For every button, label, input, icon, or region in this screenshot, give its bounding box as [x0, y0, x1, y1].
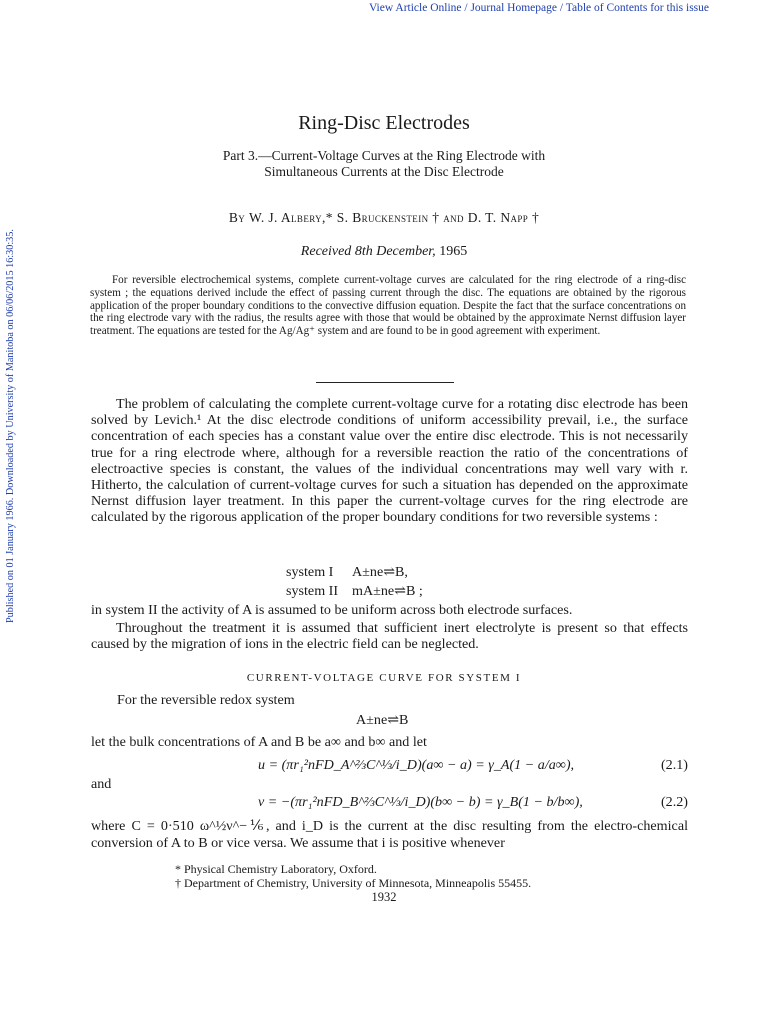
author-napp: D. T. Napp † [467, 210, 540, 225]
body-paragraph-1: The problem of calculating the complete current-voltage curve for a rotating disc electrode has been solved by Levich.¹ At the disc electrode conditions of uniform accessibility prevail, i.e., the surface concentration of each species has a constant value over the entire disc electrode. This is not necessarily true for a ring electrode where, although for a reversible reaction the ratio of the concentrations of electroactive species is constant, the values of the individual concentrations may well vary with r. Hitherto, the calculation of current-voltage curves for such a situation has depended on the approximate Nernst diffusion layer treatment. In this paper the current-voltage curves for the ring electrode are calculated by the rigorous application of the proper boundary conditions for two reversible systems : [91, 396, 688, 526]
abstract: For reversible electrochemical systems, complete current-voltage curves are calculated for the ring electrode of a ring-disc system ; the equations derived include the effect of passing current through the disc. The equations are obtained by the rigorous application of the proper boundary conditions to the convective diffusion equation. Despite the fact that the surface concentrations on the ring electrode vary with the radius, the results agree with those that would be obtained by the approximate Nernst diffusion layer treatment. The equations are tested for the Ag/Ag⁺ system and are found to be in good agreement with experiment. [90, 274, 686, 338]
bulk-concentration-line: let the bulk concentrations of A and B be a∞ and b∞ and let [91, 734, 427, 750]
section-heading: CURRENT-VOLTAGE CURVE FOR SYSTEM I [246, 672, 522, 684]
by-word: By [228, 210, 246, 225]
and-word: and [443, 210, 464, 225]
author-line [0, 210, 768, 226]
table-of-contents-link[interactable]: Table of Contents for this issue [565, 2, 709, 14]
subtitle-line-2: Simultaneous Currents at the Disc Electrode [264, 164, 504, 179]
received-year: 1965 [439, 244, 468, 259]
journal-homepage-link[interactable]: Journal Homepage [470, 2, 557, 14]
equation-2-1-number: (2.1) [660, 757, 688, 773]
page-number: 1932 [371, 890, 397, 904]
system-2-row [286, 582, 423, 601]
received-day: 8th December, [354, 244, 436, 259]
redox-reaction: A±ne⇌B [356, 712, 409, 728]
systems-block [286, 563, 423, 601]
section-intro: For the reversible redox system [117, 692, 295, 708]
publication-stamp-text: Published on 01 January 1966. Downloaded by University of Manitoba on 06/06/2015 16:30:35. [5, 229, 16, 623]
link-separator: / [461, 2, 471, 14]
equation-2-1: u = (πr₁²nFD_A^⅔C^⅓/i_D)(a∞ − a) = γ_A(1 − a/a∞), [258, 757, 575, 773]
view-article-online-link[interactable]: View Article Online [368, 2, 462, 14]
and-connector: and [91, 776, 112, 792]
body-paragraph-3: Throughout the treatment it is assumed that sufficient inert electrolyte is present so that effects caused by the migration of ions in the electric field can be neglected. [91, 620, 688, 653]
paper-title: Ring-Disc Electrodes [298, 112, 470, 134]
paper-subtitle [0, 148, 768, 180]
footnote-minnesota: † Department of Chemistry, University of Minnesota, Minneapolis 55455. [175, 876, 532, 890]
system-1-reaction: A±ne⇌B, [352, 564, 408, 580]
equation-2-2: v = −(πr₁²nFD_B^⅔C^⅓/i_D)(b∞ − b) = γ_B(1 − b/b∞), [258, 794, 583, 810]
received-date [0, 244, 768, 260]
body-paragraph-2: in system II the activity of A is assumed to be uniform across both electrode surfaces. [91, 602, 573, 618]
system-2-name: system II [286, 583, 339, 599]
link-separator: / [557, 2, 566, 14]
equation-2-2-number: (2.2) [660, 794, 688, 810]
author-albery: W. J. Albery,* [248, 210, 333, 225]
where-paragraph: where C = 0·510 ω^½ν^−⅙, and i_D is the current at the disc resulting from the electro-chemical conversion of A to B or vice versa. We assume that i is positive whenever [91, 818, 688, 851]
system-1-row [286, 563, 423, 582]
system-2-reaction: mA±ne⇌B ; [352, 583, 423, 599]
subtitle-line-1: Part 3.—Current-Voltage Curves at the Ring Electrode with [222, 148, 546, 163]
author-bruckenstein: S. Bruckenstein † [336, 210, 440, 225]
header-links [369, 2, 709, 14]
section-divider [316, 382, 454, 383]
received-label: Received [300, 244, 352, 259]
system-1-name: system I [286, 564, 334, 580]
footnote-oxford: * Physical Chemistry Laboratory, Oxford. [175, 862, 377, 876]
